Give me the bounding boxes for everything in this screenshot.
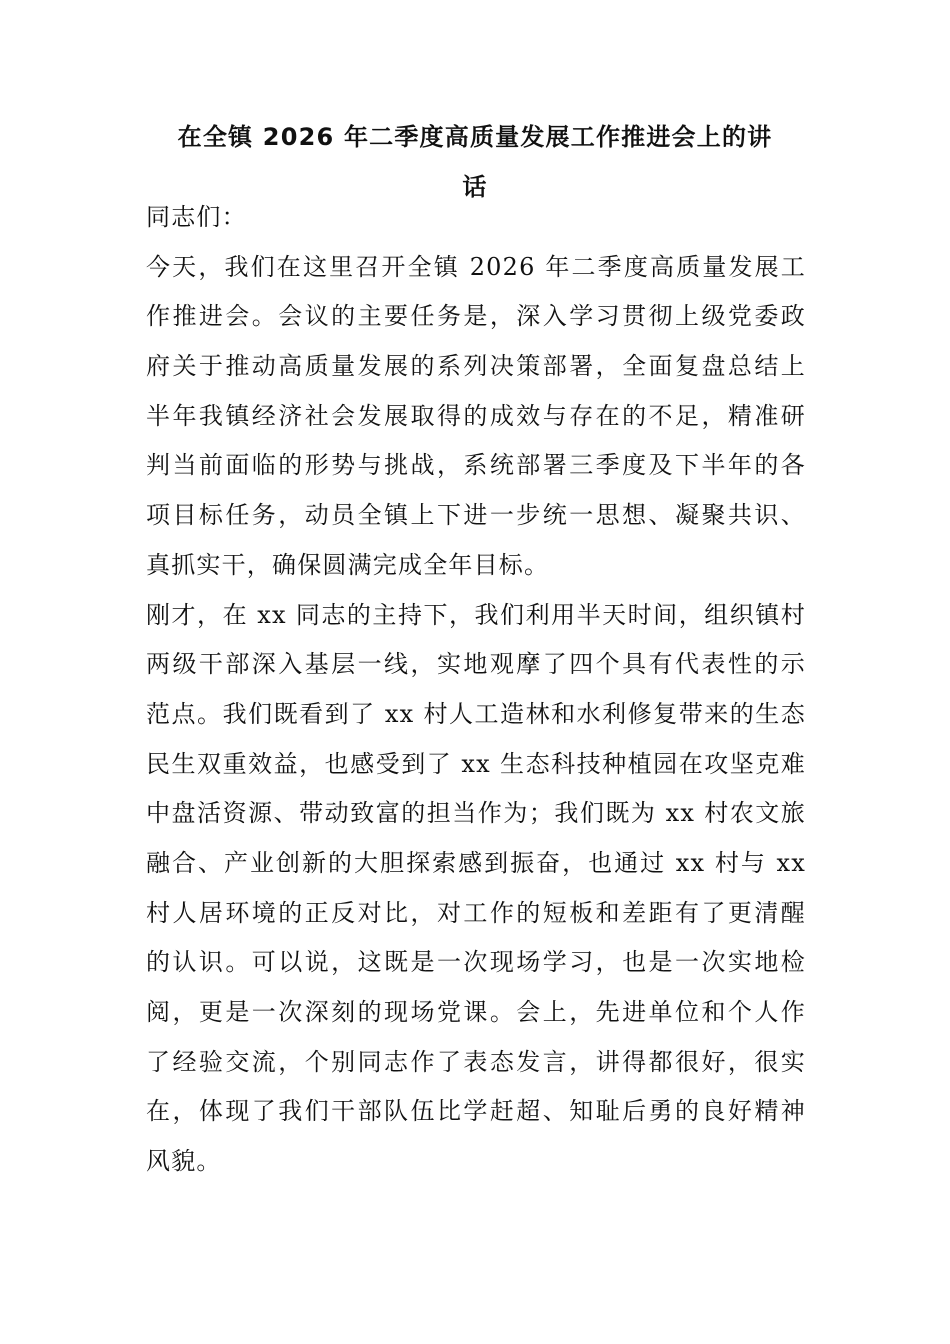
paragraph-1-line: 府关于推动高质量发展的系列决策部署，全面复盘总结上 — [146, 352, 806, 381]
paragraph-1-line: 真抓实干，确保圆满完成全年目标。 — [146, 550, 550, 579]
paragraph-2-line: 融合、产业创新的大胆探索感到振奋，也通过 xx 村与 xx — [146, 848, 806, 877]
paragraph-2 — [146, 591, 806, 1187]
paragraph-2-line: 了经验交流，个别同志作了表态发言，讲得都很好，很实 — [146, 1047, 806, 1076]
paragraph-2-line: 范点。我们既看到了 xx 村人工造林和水利修复带来的生态 — [146, 699, 806, 728]
paragraph-1-line: 今天，我们在这里召开全镇 2026 年二季度高质量发展工 — [146, 252, 806, 281]
paragraph-2-line: 两级干部深入基层一线，实地观摩了四个具有代表性的示 — [146, 650, 806, 679]
paragraph-2-line: 村人居环境的正反对比，对工作的短板和差距有了更清醒 — [146, 898, 806, 927]
paragraph-1-line: 判当前面临的形势与挑战，系统部署三季度及下半年的各 — [146, 451, 806, 480]
paragraph-1-line: 作推进会。会议的主要任务是，深入学习贯彻上级党委政 — [146, 302, 806, 331]
document-body — [146, 193, 806, 1187]
paragraph-2-line: 在，体现了我们干部队伍比学赶超、知耻后勇的良好精神 — [146, 1097, 806, 1126]
paragraph-1-line: 半年我镇经济社会发展取得的成效与存在的不足，精准研 — [146, 401, 806, 430]
paragraph-2-line: 风貌。 — [146, 1147, 222, 1176]
paragraph-2-line: 刚才，在 xx 同志的主持下，我们利用半天时间，组织镇村 — [146, 600, 806, 629]
paragraph-2-line: 阅，更是一次深刻的现场党课。会上，先进单位和个人作 — [146, 998, 806, 1026]
salutation: 同志们： — [146, 203, 247, 231]
paragraph-1-line: 项目标任务，动员全镇上下进一步统一思想、凝聚共识、 — [146, 501, 806, 530]
title-line-2: 话 — [462, 172, 488, 201]
paragraph-2-line: 的认识。可以说，这既是一次现场学习，也是一次实地检 — [146, 948, 806, 977]
paragraph-2-line: 中盘活资源、带动致富的担当作为；我们既为 xx 村农文旅 — [146, 799, 806, 828]
title-line-1: 在全镇 2026 年二季度高质量发展工作推进会上的讲 — [177, 123, 773, 151]
paragraph-2-line: 民生双重效益，也感受到了 xx 生态科技种植园在攻坚克难 — [146, 749, 806, 778]
paragraph-1 — [146, 243, 806, 591]
